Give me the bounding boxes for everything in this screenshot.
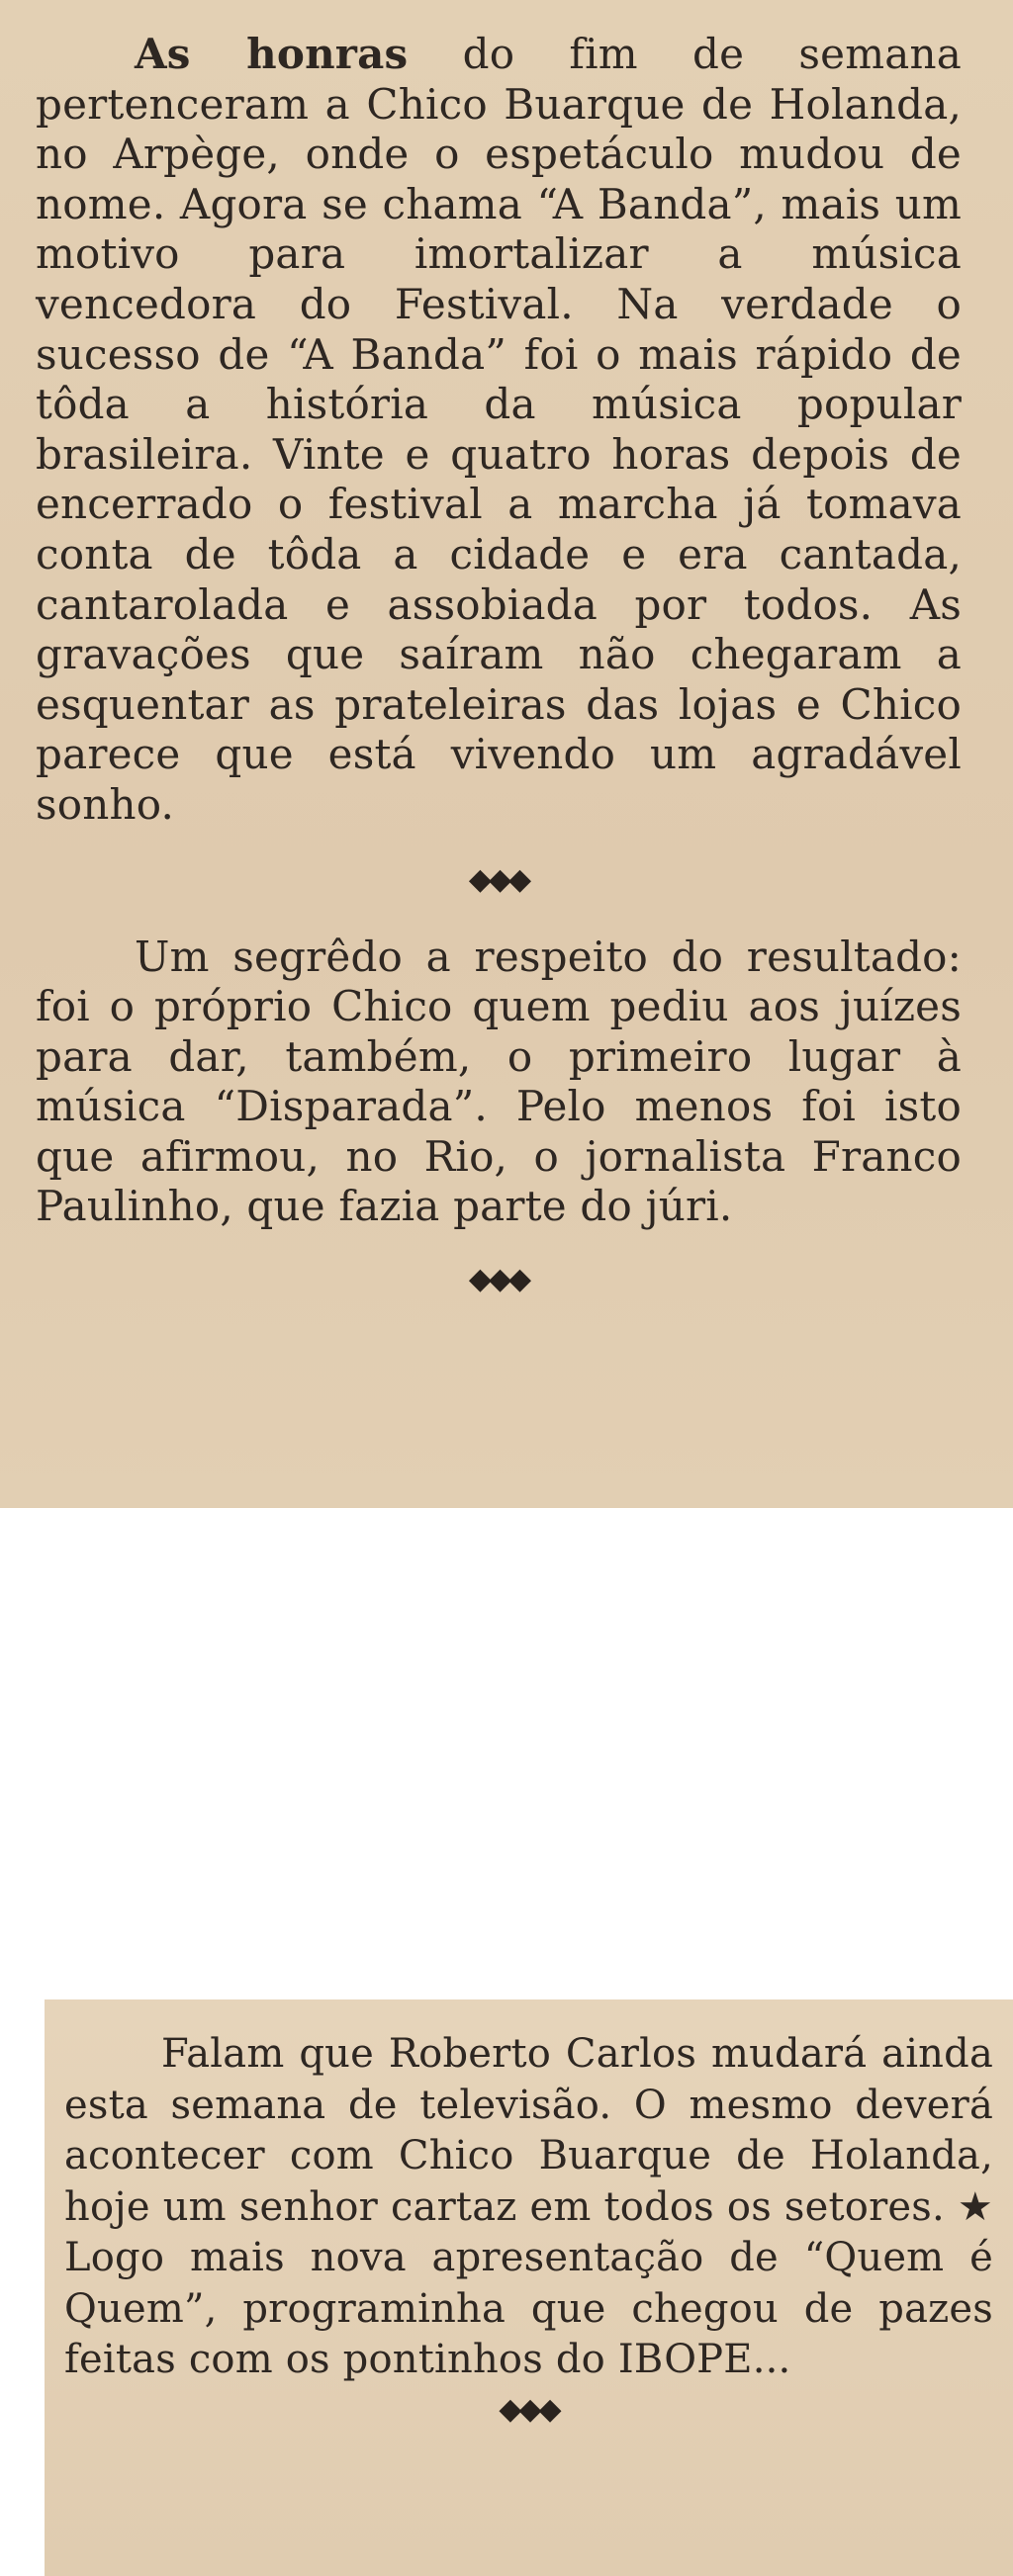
- paragraph-lead-bold: As honras: [135, 30, 409, 78]
- article-paragraph-3: Falam que Roberto Carlos mudará ainda esta semana de televisão. O mesmo deverá acontecer com Chico Buarque de Holanda, hoje um senhor cartaz em todos os setores. ★ Logo mais nova apresentação de “Quem é Quem”, programinha que chegou de pazes feitas com os pontinhos do IBOPE...: [64, 2031, 993, 2382]
- section-separator-3: ◆◆◆: [499, 2391, 559, 2427]
- article-paragraph-1: [36, 30, 962, 831]
- article-paragraph-2: Um segrêdo a respeito do resultado: foi o próprio Chico quem pediu aos juízes para dar, também, o primeiro lugar à música “Disparada”. Pelo menos foi isto que afirmou, no Rio, o jornalista Franco Paulinho, que fazia parte do júri.: [36, 932, 962, 1231]
- section-separator-2: ◆◆◆: [468, 1262, 529, 1297]
- section-separator-1: ◆◆◆: [468, 861, 529, 897]
- newspaper-clipping-bottom: [45, 1999, 1013, 2576]
- paragraph-1-text: do fim de semana pertenceram a Chico Buarque de Holanda, no Arpège, onde o espetáculo mudou de nome. Agora se chama “A Banda”, mais um motivo para imortalizar a música vencedora do Festival. Na verdade o sucesso de “A Banda” foi o mais rápido de tôda a história da música popular brasileira. Vinte e quatro horas depois de encerrado o festival a marcha já tomava conta de tôda a cidade e era cantada, cantarolada e assobiada por todos. As gravações que saíram não chegaram a esquentar as prateleiras das lojas e Chico parece que está vivendo um agradável sonho.: [36, 30, 962, 829]
